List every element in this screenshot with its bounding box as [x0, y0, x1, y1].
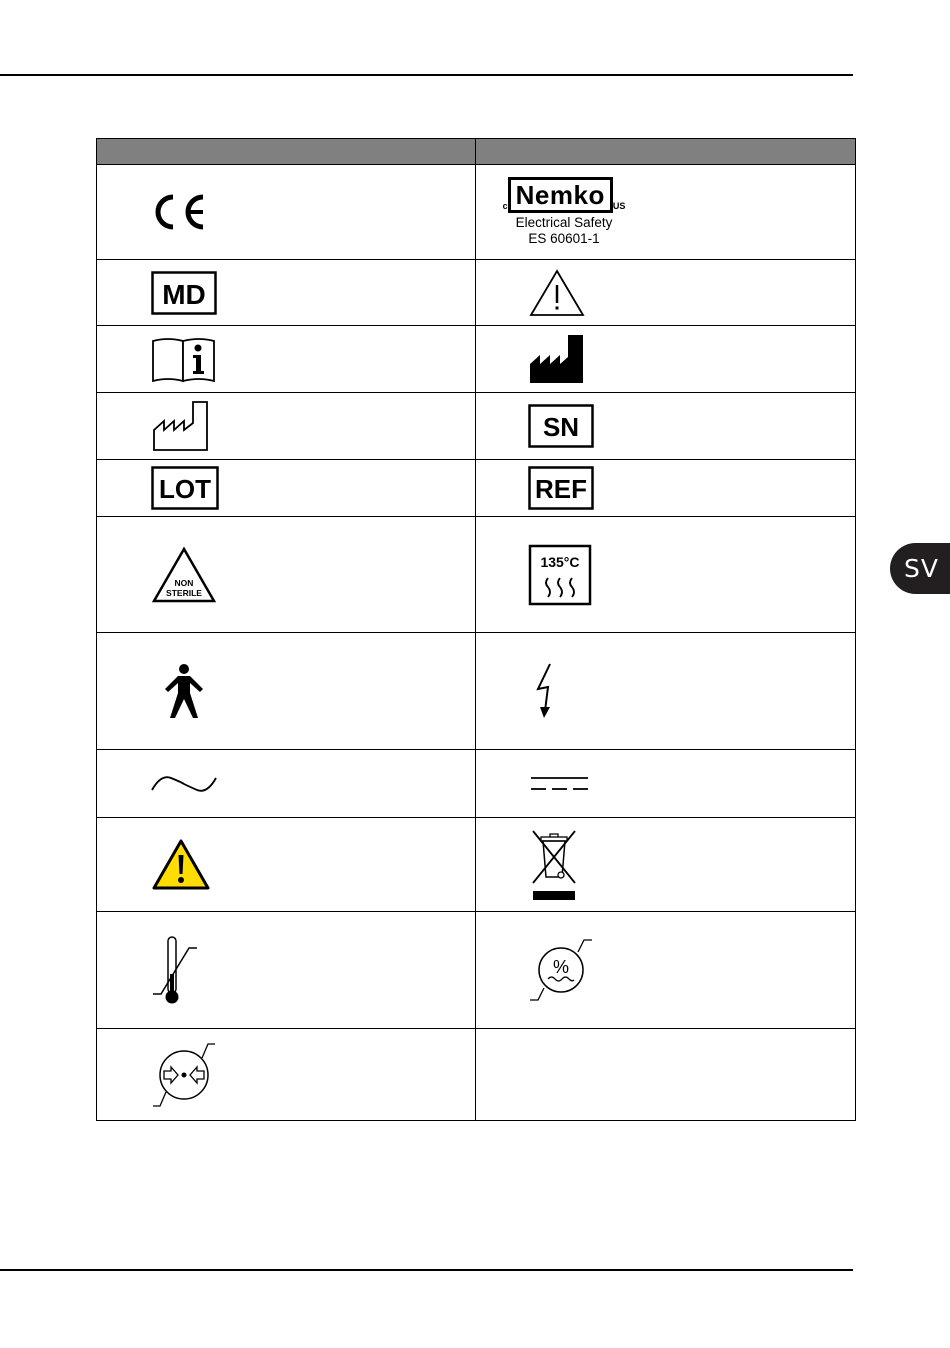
table-row: [97, 326, 856, 393]
pressure-limit-icon: [151, 1042, 217, 1108]
symbol-cell: [476, 818, 856, 912]
nemko-line-1: Electrical Safety: [515, 215, 613, 230]
consult-instructions-icon: [151, 335, 217, 383]
sn-label: SN: [542, 412, 580, 442]
temperature-limit-icon: [151, 934, 207, 1006]
bottom-rule: [0, 1269, 853, 1271]
symbol-cell: [97, 633, 476, 750]
symbol-cell: [97, 393, 476, 460]
non-sterile-line-1: NON: [174, 577, 194, 588]
catalogue-number-icon: [528, 466, 594, 510]
md-label: MD: [162, 278, 206, 310]
lot-label: LOT: [159, 474, 211, 504]
nemko-c-mark: c: [502, 201, 508, 211]
symbol-cell: [476, 750, 856, 818]
table-row: [97, 750, 856, 818]
header-cell-symbol-2: [476, 139, 856, 165]
nemko-us-mark: US: [612, 201, 626, 211]
symbol-cell: [476, 460, 856, 517]
symbol-cell: [476, 517, 856, 633]
empty-cell: [476, 1029, 856, 1121]
ref-label: REF: [535, 474, 587, 504]
serial-number-icon: [528, 404, 594, 448]
symbol-cell: [97, 517, 476, 633]
medical-device-icon: [151, 271, 217, 315]
lot-number-icon: [151, 466, 219, 510]
symbol-cell: [476, 633, 856, 750]
warning-yellow-icon: [151, 838, 211, 892]
header-cell-symbol: [97, 139, 476, 165]
symbol-cell: [476, 393, 856, 460]
weee-bin-icon: [528, 827, 580, 903]
table-row: [97, 633, 856, 750]
symbol-cell: [476, 165, 856, 260]
type-b-applied-part-icon: [151, 663, 217, 719]
direct-current-icon: [528, 774, 590, 794]
symbol-cell: [97, 260, 476, 326]
symbol-cell: [97, 165, 476, 260]
symbol-cell: [97, 912, 476, 1029]
symbols-table: [96, 138, 856, 1121]
table-row: [97, 393, 856, 460]
symbol-cell: [476, 326, 856, 393]
non-sterile-icon: [151, 546, 217, 604]
date-of-manufacture-icon: [151, 400, 209, 452]
table-header-row: [97, 139, 856, 165]
humidity-percent: %: [552, 957, 570, 977]
nemko-logo: Nemko: [508, 177, 613, 213]
table-row: [97, 517, 856, 633]
symbol-cell: [97, 326, 476, 393]
symbol-cell: [476, 912, 856, 1029]
nemko-line-2: ES 60601-1: [528, 231, 600, 246]
table-row: [97, 912, 856, 1029]
language-tab: SV: [890, 543, 950, 594]
symbol-cell: [97, 818, 476, 912]
ce-mark-icon: [151, 192, 207, 232]
caution-triangle-icon: [528, 268, 586, 318]
alternating-current-icon: [151, 772, 217, 796]
nemko-certification-icon: [484, 177, 644, 247]
table-row: [97, 460, 856, 517]
humidity-limit-icon: [528, 937, 594, 1003]
autoclave-135c-icon: [528, 544, 592, 606]
table-row: [97, 818, 856, 912]
symbol-cell: [97, 460, 476, 517]
dangerous-voltage-icon: [528, 663, 568, 719]
symbol-cell: [97, 1029, 476, 1121]
symbol-cell: [97, 750, 476, 818]
manufacturer-icon: [528, 334, 584, 384]
table-row: [97, 165, 856, 260]
table-row: [97, 1029, 856, 1121]
table-row: [97, 260, 856, 326]
autoclave-temperature: 135°C: [540, 553, 580, 570]
non-sterile-line-2: STERILE: [166, 587, 202, 598]
symbol-cell: [476, 260, 856, 326]
top-rule: [0, 74, 853, 76]
